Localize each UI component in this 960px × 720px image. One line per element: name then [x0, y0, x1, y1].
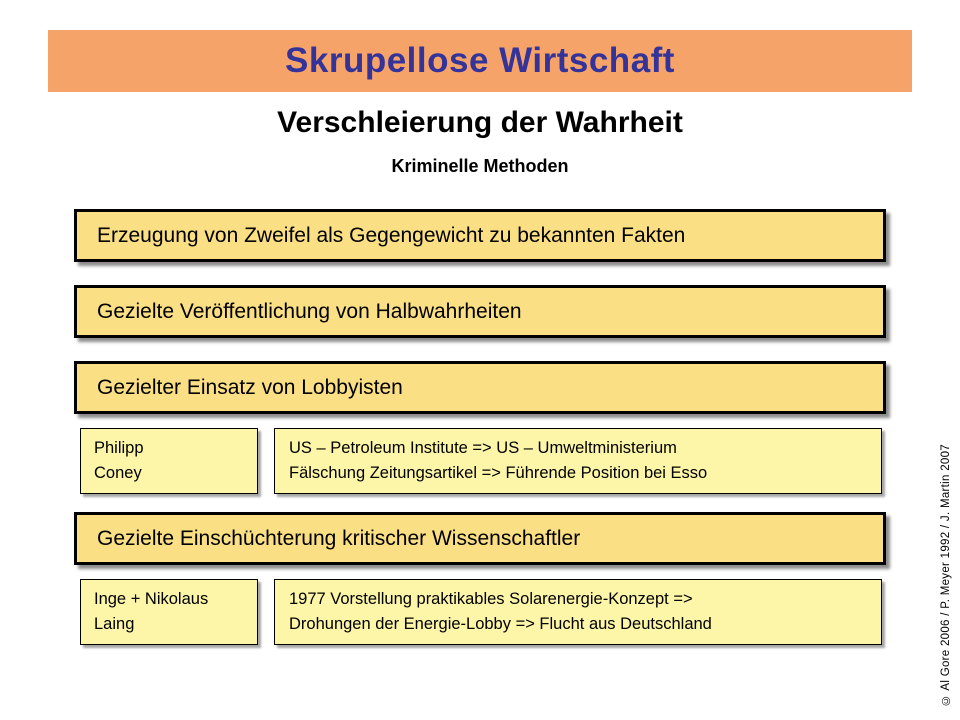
method-label: Gezielte Veröffentlichung von Halbwahrheiten: [97, 299, 522, 323]
method-label: Gezielter Einsatz von Lobbyisten: [97, 375, 403, 399]
copyright-notice: © Al Gore 2006 / P. Meyer 1992 / J. Martin 2007: [940, 444, 952, 706]
example-name-line: Coney: [94, 464, 142, 482]
example-description-line: Fälschung Zeitungsartikel => Führende Position bei Esso: [289, 464, 708, 482]
page-title: Skrupellose Wirtschaft: [285, 41, 675, 80]
example-name-line: Laing: [94, 615, 135, 633]
example-description-line: Drohungen der Energie-Lobby => Flucht aus Deutschland: [289, 615, 712, 633]
example-description-box: [274, 579, 882, 645]
example-description-line: 1977 Vorstellung praktikables Solarenergie-Konzept =>: [289, 590, 693, 608]
example-name-line: Inge + Nikolaus: [94, 590, 209, 608]
method-label: Erzeugung von Zweifel als Gegengewicht zu bekannten Fakten: [97, 223, 686, 247]
example-row-2: [80, 579, 882, 645]
method-box-3: [74, 361, 886, 414]
method-box-4: [74, 512, 886, 565]
example-description-box: [274, 428, 882, 494]
slide-sub-subtitle: Kriminelle Methoden: [391, 156, 569, 176]
example-description-line: US – Petroleum Institute => US – Umweltministerium: [289, 439, 677, 457]
example-name-box: [80, 579, 258, 645]
example-row-1: [80, 428, 882, 494]
slide-subtitle: Verschleierung der Wahrheit: [277, 106, 683, 139]
method-label: Gezielte Einschüchterung kritischer Wissenschaftler: [97, 526, 581, 550]
method-box-1: [74, 209, 886, 262]
example-name-line: Philipp: [94, 439, 144, 457]
title-banner: [48, 30, 912, 92]
example-name-box: [80, 428, 258, 494]
method-box-2: [74, 285, 886, 338]
